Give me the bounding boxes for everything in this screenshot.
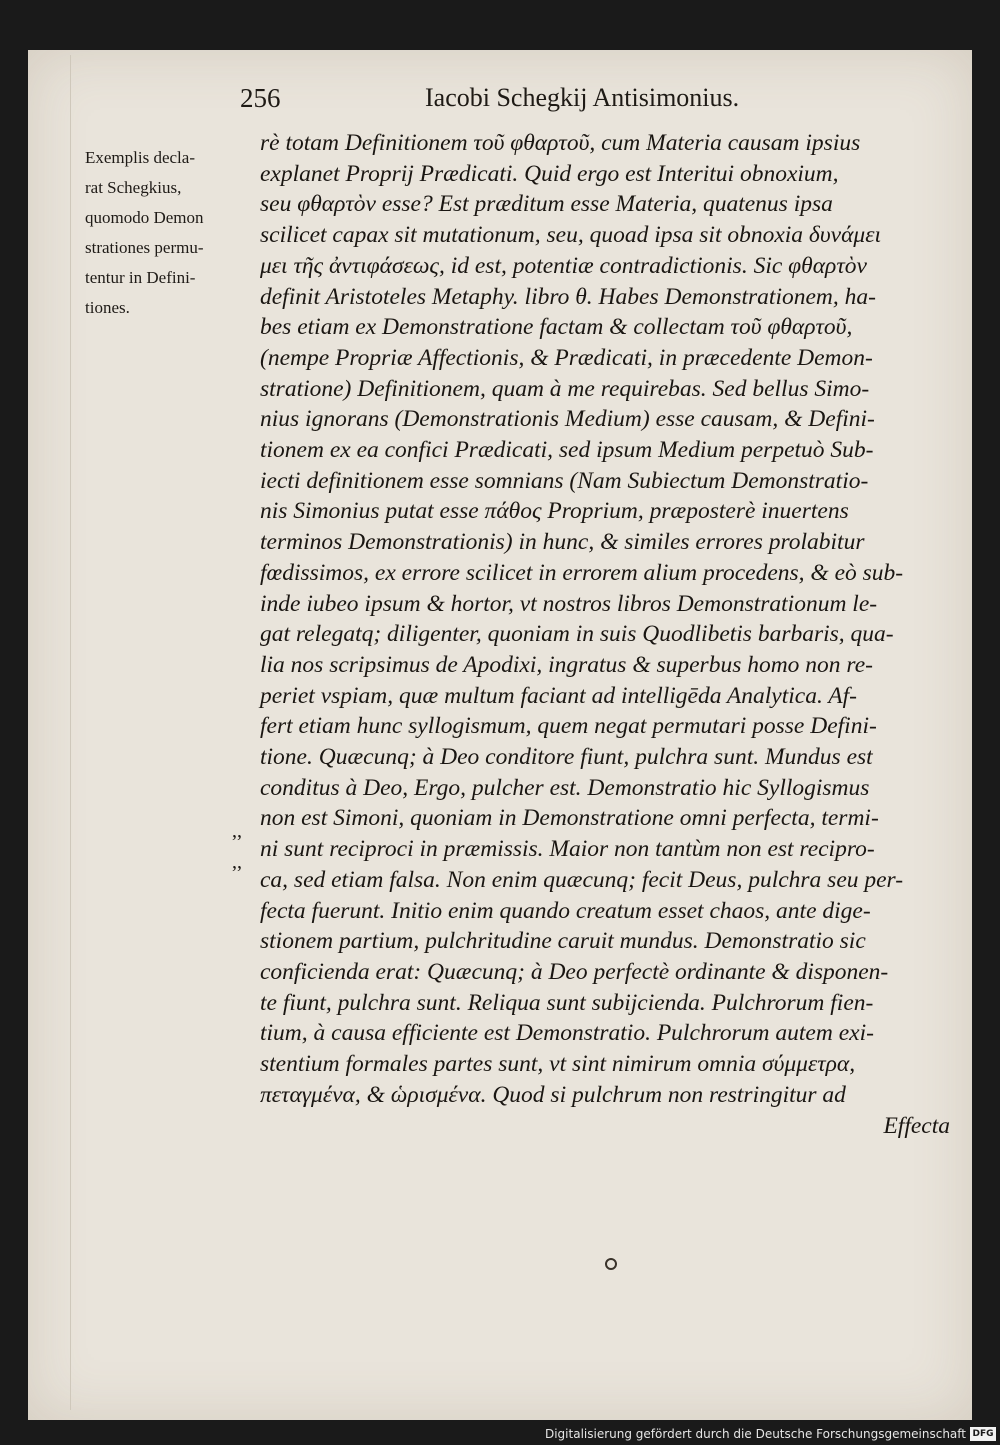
margin-note-line: tiones. [85, 298, 130, 317]
text-line: πεταγμένα, & ὡρισμένα. Quod si pulchrum non restringitur ad [260, 1081, 846, 1108]
text-line: periet vspiam, quæ multum faciant ad intelligēda Analytica. Af- [260, 682, 858, 709]
running-header [240, 83, 770, 119]
main-text-block [260, 128, 950, 1141]
text-line: fert etiam hunc syllogismum, quem negat permutari posse Defini- [260, 713, 877, 740]
text-line: definit Aristoteles Metaphy. libro θ. Habes Demonstrationem, ha- [260, 283, 876, 310]
text-line: stratione) Definitionem, quam à me requirebas. Sed bellus Simo- [260, 375, 870, 402]
text-line: terminos Demonstrationis) in hunc, & similes errores prolabitur [260, 529, 865, 556]
text-line: inde iubeo ipsum & hortor, vt nostros libros Demonstrationum le- [260, 590, 878, 617]
marginal-note [85, 143, 240, 323]
ornament-circle-icon [605, 1258, 617, 1270]
text-line: ni sunt reciproci in præmissis. Maior non tantùm non est recipro- [260, 836, 875, 863]
text-line: tionem ex ea confici Prædicati, sed ipsum Medium perpetuò Sub- [260, 437, 874, 464]
text-line: conficienda erat: Quæcunq; à Deo perfectè ordinante & disponen- [260, 958, 889, 985]
text-line: conditus à Deo, Ergo, pulcher est. Demonstratio hic Syllogismus [260, 774, 870, 801]
text-line: rè totam Definitionem τοῦ φθαρτοῦ, cum Materia causam ipsius [260, 130, 861, 156]
margin-note-line: strationes permu- [85, 238, 204, 257]
text-line: μει τῆς ἀντιφάσεως, id est, potentiæ contradictionis. Sic φθαρτὸν [260, 252, 867, 279]
text-line: te fiunt, pulchra sunt. Reliqua sunt subijcienda. Pulchrorum fien- [260, 989, 874, 1016]
text-line: scilicet capax sit mutationum, seu, quoad ipsa sit obnoxia δυνάμει [260, 222, 881, 249]
text-line: tione. Quæcunq; à Deo conditore fiunt, pulchra sunt. Mundus est [260, 744, 873, 771]
text-line: seu φθαρτὸν esse? Est præditum esse Materia, quatenus ipsa [260, 191, 833, 218]
catchword: Effecta [883, 1112, 950, 1139]
text-line: fecta fuerunt. Initio enim quando creatum esset chaos, ante dige- [260, 897, 871, 924]
text-line: nis Simonius putat esse πάθος Proprium, præposterè inuertens [260, 498, 849, 525]
quotation-mark: ,, [232, 820, 242, 842]
quotation-mark: ,, [232, 851, 242, 873]
footer-bar [0, 1420, 1000, 1445]
text-line: (nempe Propriæ Affectionis, & Prædicati, in præcedente Demon- [260, 344, 873, 371]
text-line: bes etiam ex Demonstratione factam & collectam τοῦ φθαρτοῦ, [260, 314, 853, 341]
margin-note-line: tentur in Defini- [85, 268, 196, 287]
margin-note-line: Exemplis decla- [85, 148, 195, 167]
running-title: Iacobi Schegkij Antisimonius. [425, 83, 740, 112]
text-line: stentium formales partes sunt, vt sint nimirum omnia σύμμετρα, [260, 1051, 856, 1078]
text-line: fœdissimos, ex errore scilicet in errorem alium procedens, & eò sub- [260, 559, 904, 586]
text-line: iecti definitionem esse somnians (Nam Subiectum Demonstratio- [260, 467, 869, 494]
text-line: explanet Proprij Prædicati. Quid ergo est Interitui obnoxium, [260, 160, 839, 187]
text-line: lia nos scripsimus de Apodixi, ingratus & superbus homo non re- [260, 651, 873, 678]
dfg-logo-icon: DFG [970, 1427, 996, 1441]
margin-note-line: rat Schegkius, [85, 178, 182, 197]
text-line: tium, à causa efficiente est Demonstratio. Pulchrorum autem exi- [260, 1020, 874, 1047]
text-line: non est Simoni, quoniam in Demonstratione omni perfecta, termi- [260, 805, 879, 832]
funding-credit: Digitalisierung gefördert durch die Deutsche Forschungsgemeinschaft [544, 1427, 966, 1441]
margin-note-line: quomodo Demon [85, 208, 204, 227]
text-line: nius ignorans (Demonstrationis Medium) esse causam, & Defini- [260, 406, 875, 433]
text-line: gat relegatq; diligenter, quoniam in suis Quodlibetis barbaris, qua- [260, 621, 894, 648]
text-line: ca, sed etiam falsa. Non enim quæcunq; fecit Deus, pulchra seu per- [260, 866, 904, 893]
page-number: 256 [240, 83, 281, 113]
text-line: stionem partium, pulchritudine caruit mundus. Demonstratio sic [260, 928, 866, 955]
